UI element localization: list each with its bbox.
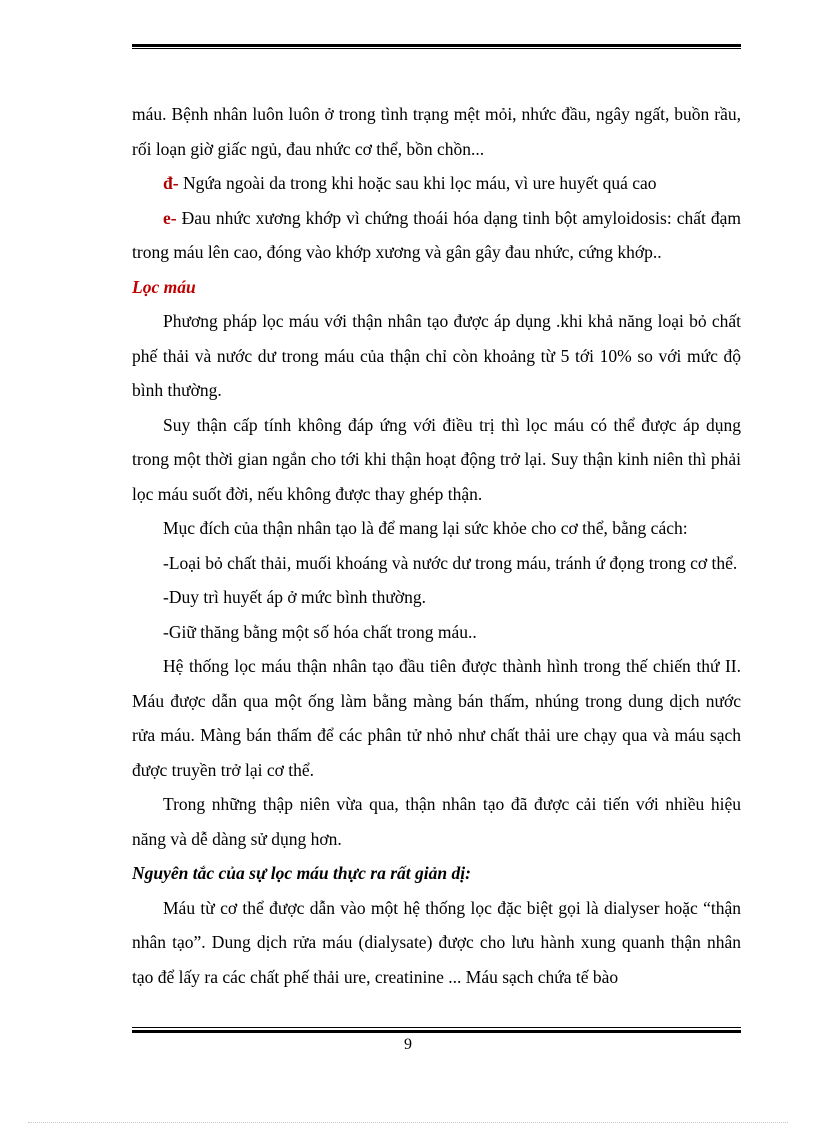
paragraph: Hệ thống lọc máu thận nhân tạo đầu tiên được thành hình trong thế chiến thứ II. Máu được dẫn qua một ống làm bằng màng bán thấm, nhúng trong dung dịch nước rửa máu. Màng bán thấm để các phân tử nhỏ như chất thải ure chạy qua và máu sạch được truyền trở lại cơ thể. bbox=[132, 656, 741, 780]
paragraph: -Duy trì huyết áp ở mức bình thường. bbox=[163, 587, 426, 607]
bullet-marker-d: đ- bbox=[163, 173, 179, 193]
list-item-d bbox=[132, 166, 741, 201]
paragraph: Mục đích của thận nhân tạo là để mang lại sức khỏe cho cơ thể, bằng cách: bbox=[163, 518, 688, 538]
page-number: 9 bbox=[404, 1036, 412, 1053]
section-heading-nguyen-tac: Nguyên tắc của sự lọc máu thực ra rất giản dị: bbox=[132, 863, 471, 883]
list-item-text: Ngứa ngoài da trong khi hoặc sau khi lọc máu, vì ure huyết quá cao bbox=[182, 173, 657, 193]
list-item-text: Đau nhức xương khớp vì chứng thoái hóa dạng tinh bột amyloidosis: chất đạm trong máu lên cao, đóng vào khớp xương và gân gây đau nhức, cứng khớp.. bbox=[132, 207, 742, 262]
paragraph: Máu từ cơ thể được dẫn vào một hệ thống lọc đặc biệt gọi là dialyser hoặc “thận nhân tạo”. Dung dịch rửa máu (dialysate) được cho lưu hành xung quanh thận nhân tạo để lấy ra các chất phế thải ure, creatinine ... Máu sạch chứa tế bào bbox=[132, 897, 741, 987]
paragraph: máu. Bệnh nhân luôn luôn ở trong tình trạng mệt mỏi, nhức đầu, ngây ngất, buồn rầu, rối loạn giờ giấc ngủ, đau nhức cơ thể, bồn chồn... bbox=[132, 104, 741, 159]
header-rule bbox=[132, 44, 741, 49]
page-body bbox=[132, 97, 741, 994]
paragraph: -Giữ thăng bằng một số hóa chất trong máu.. bbox=[163, 621, 477, 642]
paragraph: Suy thận cấp tính không đáp ứng với điều trị thì lọc máu có thể được áp dụng trong một thời gian ngắn cho tới khi thận hoạt động trở lại. Suy thận kinh niên thì phải lọc máu suốt đời, nếu không được thay ghép thận. bbox=[132, 414, 741, 504]
section-heading-loc-mau: Lọc máu bbox=[132, 276, 196, 297]
footer-rule bbox=[132, 1027, 741, 1033]
bullet-marker-e: e- bbox=[163, 207, 177, 228]
paragraph: Phương pháp lọc máu với thận nhân tạo được áp dụng .khi khả năng loại bỏ chất phế thải và nước dư trong máu của thận chỉ còn khoảng từ 5 tới 10% so với mức độ bình thường. bbox=[132, 311, 741, 400]
list-item-e bbox=[132, 201, 741, 270]
paragraph: Trong những thập niên vừa qua, thận nhân tạo đã được cải tiến với nhiều hiệu năng và dễ dàng sử dụng hơn. bbox=[132, 794, 741, 849]
paragraph: -Loại bỏ chất thải, muối khoáng và nước dư trong máu, tránh ứ đọng trong cơ thể. bbox=[163, 552, 738, 573]
